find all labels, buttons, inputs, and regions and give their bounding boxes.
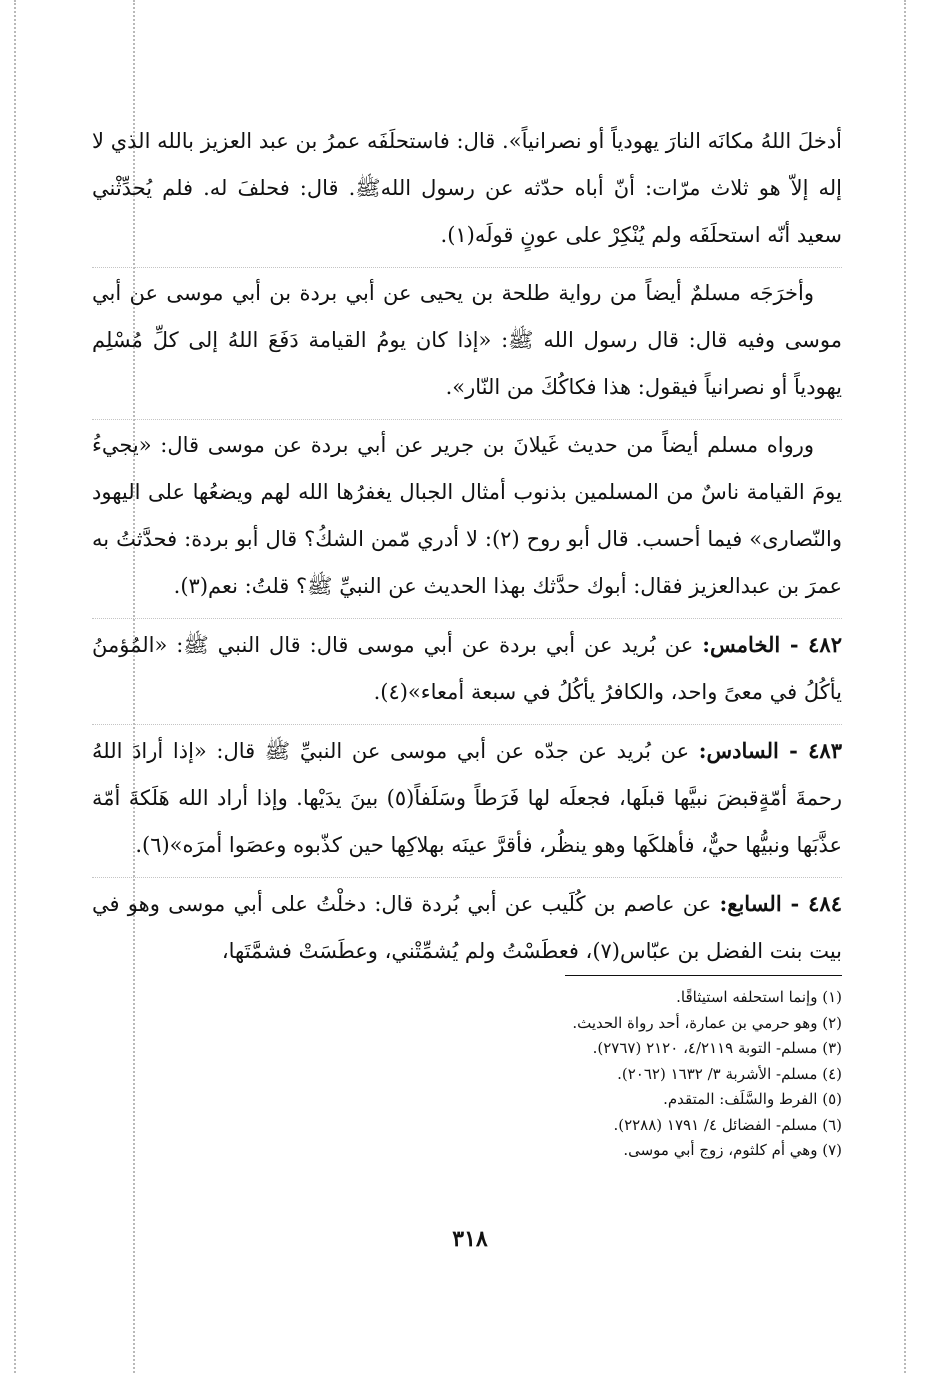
right-scan-dotted-line bbox=[904, 0, 906, 1373]
footnote: (٤) مسلم- الأشربة ٣/ ١٦٣٢ (٢٠٦٢). bbox=[617, 1064, 842, 1083]
hadith-482 bbox=[92, 618, 842, 716]
footnote: (٧) وهي أم كلثوم، زوج أبي موسى. bbox=[623, 1141, 842, 1159]
paragraph-text: وأخرَجَه مسلمٌ أيضاً من رواية طلحة بن يحيى عن أبي بردة بن أبي موسى عن أبي موسى وفيه قال: قال رسول الله ﷺ: «إذا كان يومُ القيامة دَفَعَ اللهُ إلى كلِّ مُسْلِم يهودياً أو نصرانياً فيقول: هذا فكاكُكَ من النّار». bbox=[92, 281, 842, 399]
paragraph-3 bbox=[92, 419, 842, 610]
footnote-separator bbox=[565, 975, 842, 976]
paragraph-text: عن بُريد عن جدّه عن أبي موسى عن النبيِّ ﷺ قال: «إذا أرادَ اللهُ رحمةَ أمّةٍقبضَ نبيَّها قبلَها، فجعلَه لها فَرَطاً وسَلَفاً(٥) بينَ يدَيْها. وإذا أراد الله هَلَكةَ أمّة عذَّبَها ونبيُّها حيٌّ، فأهلكَها وهو ينظُر، فأقرَّ عينَه بهلاكِها حين كذّبوه وعصَوا أمرَه»(٦). bbox=[92, 739, 843, 857]
hadith-number-label: ٤٨٣ - السادس: bbox=[698, 738, 842, 763]
paragraph-text: أدخلَ اللهُ مكانَه النارَ يهودياً أو نصرانياً». قال: فاستحلَفَه عمرُ بن عبد العزيز بالله الذي لا إله إلاّ هو ثلاث مرّات: أنّ أباه حدّثه عن رسول اللهﷺ. قال: فحلفَ له. فلم يُحدِّثْني سعيد أنّه استحلَفَه ولم يُنْكِرْ على عونٍ قولَه(١). bbox=[92, 129, 842, 247]
footnote: (٢) وهو حرمي بن عمارة، أحد رواة الحديث. bbox=[572, 1013, 842, 1032]
paragraph-text: عن بُريد عن أبي بردة عن أبي موسى قال: قال النبي ﷺ: «المُؤمنُ يأكُلُ في معىً واحد، والكافرُ يأكُلُ في سبعة أمعاء»(٤). bbox=[92, 633, 842, 704]
footnote: (٥) الفرط والسَّلَف: المتقدم. bbox=[663, 1090, 842, 1108]
hadith-number-label: ٤٨٤ - السابع: bbox=[719, 891, 842, 916]
footnote: (١) وإنما استحلفه استيثاقًا. bbox=[676, 988, 842, 1006]
left-scan-dotted-line bbox=[14, 0, 16, 1373]
page-number: ٣١٨ bbox=[452, 1226, 488, 1252]
paragraph-text: ورواه مسلم أيضاً من حديث غَيلانَ بن جرير عن أبي بردة عن موسى قال: «يجيءُ يومَ القيامة ناسٌ من المسلمين بذنوب أمثال الجبال يغفرُها الله لهم ويضعُها على اليهود والنّصارى» فيما أحسب. قال أبو روح (٢): لا أدري مّمن الشكُ؟ قال أبو بردة: فحدَّثتُ به عمرَ بن عبدالعزيز فقال: أبوك حدَّثك بهذا الحديث عن النبيِّ ﷺ؟ قلتُ: نعم(٣). bbox=[92, 433, 843, 598]
hadith-number-label: ٤٨٢ - الخامس: bbox=[702, 632, 842, 657]
footnote: (٦) مسلم- الفضائل ٤/ ١٧٩١ (٢٢٨٨). bbox=[613, 1115, 842, 1134]
main-text bbox=[92, 118, 842, 983]
footnotes-list bbox=[320, 985, 842, 1164]
hadith-484 bbox=[92, 877, 842, 975]
paragraph-1 bbox=[92, 118, 842, 259]
paragraph-text: عن عاصم بن كُلَيب عن أبي بُردة قال: دخلْتُ على أبي موسى وهو في بيت بنت الفضل بن عبّاس(٧)، فعطَسْتُ ولم يُشمِّتْني، وعطَسَتْ فشمَّتَها، bbox=[92, 892, 842, 963]
paragraph-2 bbox=[92, 267, 842, 411]
footnote: (٣) مسلم- التوبة ٤/٢١١٩، ٢١٢٠ (٢٧٦٧). bbox=[592, 1039, 842, 1057]
hadith-483 bbox=[92, 724, 842, 869]
